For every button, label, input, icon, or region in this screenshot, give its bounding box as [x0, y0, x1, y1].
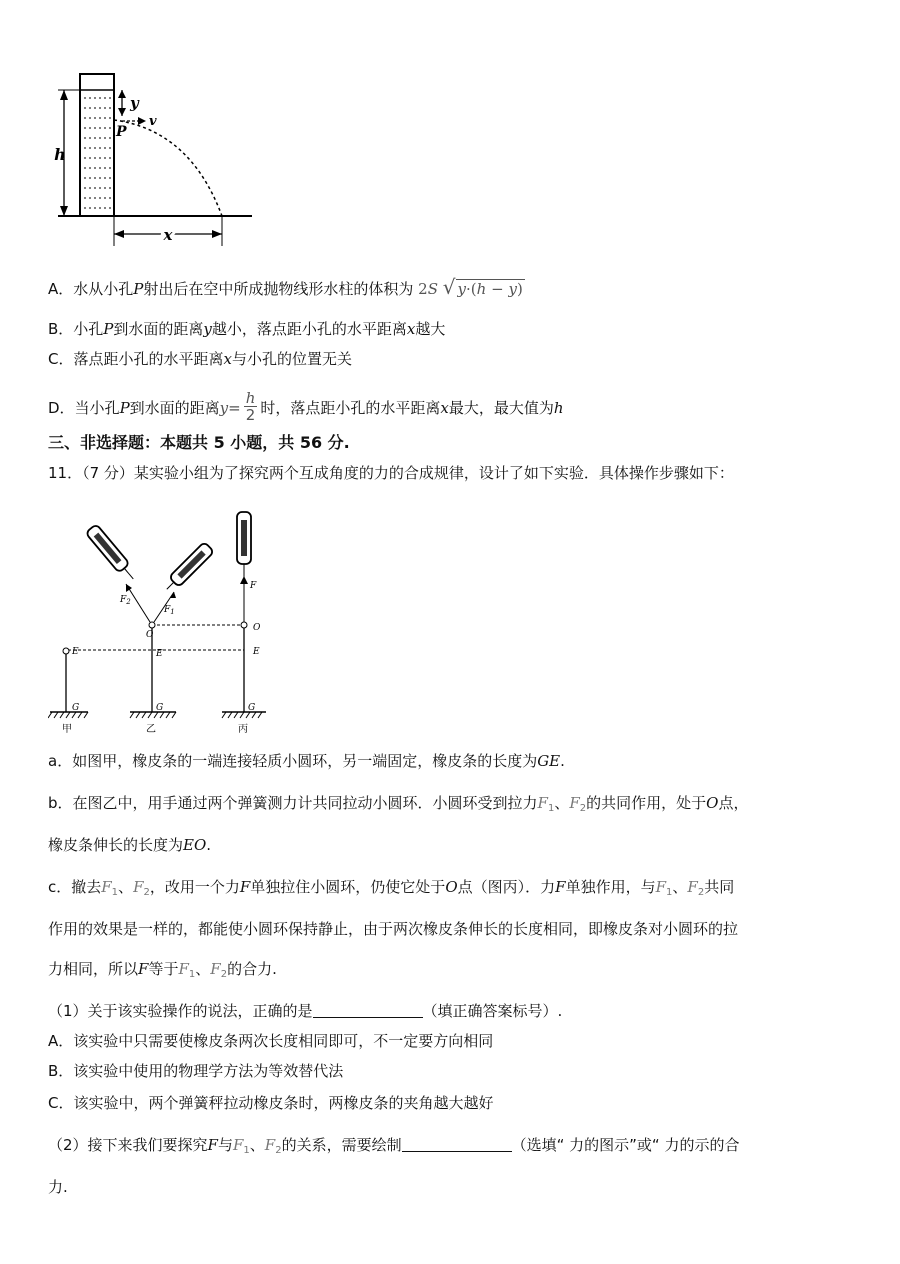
fig2-G-label-jia: G	[72, 703, 80, 713]
volume-formula: 2S √ y·(h − y)	[418, 275, 523, 299]
step-c-line3: 力相同，所以F等于$F_1$、$F_2$的合力.	[48, 960, 277, 980]
q10-option-b: B．小孔P到水面的距离y越小，落点距小孔的水平距离x越大	[48, 320, 446, 338]
section-heading: 三、非选择题：本题共 5 小题，共 56 分.	[48, 433, 350, 452]
sqrt-sign: √	[442, 275, 456, 299]
tank-figure	[50, 68, 260, 253]
q11-intro: 11．（7 分）某实验小组为了探究两个互成角度的力的合成规律，设计了如下实验．具体操作步骤如下：	[48, 464, 734, 482]
fig2-yi-label: 乙	[146, 724, 156, 735]
fraction-h-over-2: $\frac{h}{2}$	[245, 389, 256, 424]
fig1-x-label: x	[163, 226, 173, 244]
fig1-y-label: y	[130, 94, 139, 112]
fig1-v-label: v	[149, 114, 157, 129]
fig2-jia-label: 甲	[62, 724, 72, 735]
step-c-line2: 作用的效果是一样的，都能使小圆环保持静止，由于两次橡皮条伸长的长度相同，即橡皮条对小圆环的拉	[48, 920, 739, 938]
fig2-F1-label: $F_1$	[164, 605, 175, 616]
fig2-E-label-yi: E	[156, 649, 163, 659]
spring-balance-left	[85, 524, 138, 584]
fig2-F-label: F	[250, 581, 257, 591]
fig2-G-label-bing: G	[248, 703, 256, 713]
fig2-O-label-bing: O	[253, 623, 261, 633]
fig2-G-label-yi: G	[156, 703, 164, 713]
fig2-E-label-bing: E	[253, 647, 260, 657]
fig2-bing-label: 丙	[238, 724, 248, 735]
fig1-P-label: P	[116, 124, 127, 140]
q10-option-c: C．落点距小孔的水平距离x与小孔的位置无关	[48, 350, 352, 368]
spring-balance-figure	[48, 506, 288, 736]
step-b-line2: 橡皮条伸长的长度为EO.	[48, 836, 212, 854]
fig2-E-label-jia: E	[72, 647, 79, 657]
q10-option-d: D．当小孔P到水面的距离y= $\frac{h}{2}$ 时，落点距小孔的水平距离x最大，最大值为h	[48, 389, 564, 424]
subquestion-2-end: 力.	[48, 1178, 68, 1196]
fig2-F2-label: $F_2$	[120, 595, 131, 606]
answer-blank-1[interactable]	[313, 1001, 423, 1018]
answer-blank-2[interactable]	[402, 1135, 512, 1152]
q11-option-b: B．该实验中使用的物理学方法为等效替代法	[48, 1062, 344, 1080]
q11-option-c: C．该实验中，两个弹簧秤拉动橡皮条时，两橡皮条的夹角越大越好	[48, 1094, 494, 1112]
spring-balance-vertical	[237, 512, 251, 574]
subquestion-2: （2）接下来我们要探究F与$F_1$、$F_2$的关系，需要绘制 （选填“ 力的图示”或“ 力的示的合	[48, 1136, 740, 1156]
subquestion-1: （1）关于该实验操作的说法，正确的是 （填正确答案标号）.	[48, 1002, 563, 1020]
fig2-O-label-yi: O	[146, 630, 154, 640]
q11-option-a: A．该实验中只需要使橡皮条两次长度相同即可，不一定要方向相同	[48, 1032, 494, 1050]
fig1-h-label: h	[54, 145, 66, 164]
spring-balance-right	[162, 542, 214, 594]
step-b-line1: b．在图乙中，用手通过两个弹簧测力计共同拉动小圆环．小圆环受到拉力$F_1$、$F_2$的共同作用，处于O点，	[48, 794, 749, 814]
step-c-line1: c．撤去$F_1$、$F_2$，改用一个力F单独拉住小圆环，仍使它处于O点（图丙）．力F单独作用，与$F_1$、$F_2$共同	[48, 878, 735, 898]
q10-option-a: A．水从小孔P射出后在空中所成抛物线形水柱的体积为 2S √ y·(h − y)	[48, 275, 523, 299]
step-a: a．如图甲，橡皮条的一端连接轻质小圆环，另一端固定，橡皮条的长度为GE.	[48, 752, 565, 770]
